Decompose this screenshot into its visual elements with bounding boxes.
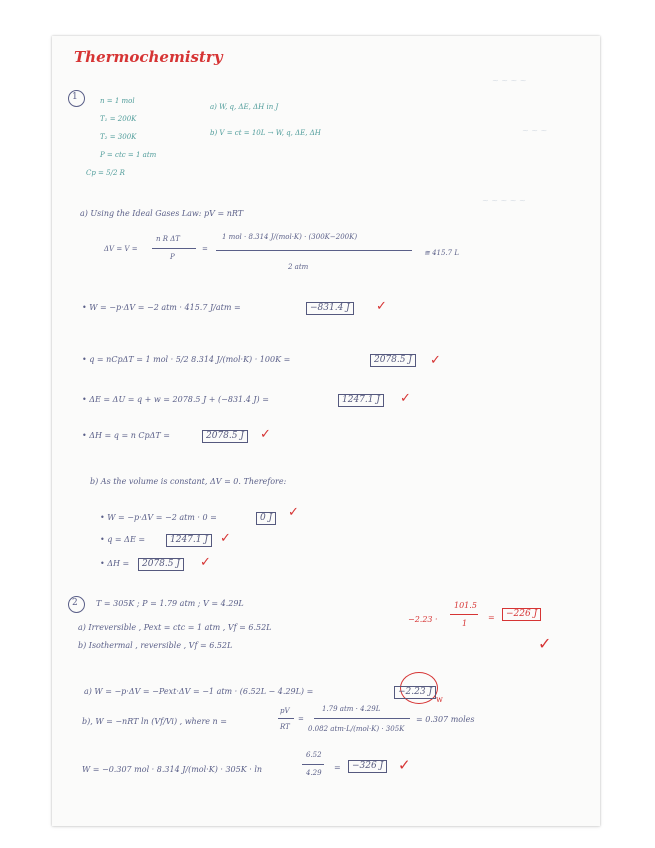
b-h-checkmark: ✓ <box>200 555 211 570</box>
q-line: • q = nCpΔT = 1 mol · 5/2 8.314 J/(mol·K) · 100K = <box>82 355 291 364</box>
p2-b-n2-num: 1.79 atm · 4.29L <box>322 705 381 713</box>
p2-b-line: b), W = −nRT ln (Vf/Vi) , where n = <box>82 717 227 726</box>
w-answer-box: −831.4 J <box>306 302 354 315</box>
given-4: P = ctc = 1 atm <box>100 151 157 159</box>
p2-b-n-num: pV <box>280 707 290 715</box>
red-correction-eq: = <box>488 613 495 622</box>
p2-final-checkmark: ✓ <box>398 756 411 774</box>
p2-final-answer-box: −326 J <box>348 760 387 773</box>
given-3: T₂ = 300K <box>100 133 137 141</box>
p2-b-n-den: RT <box>280 723 290 731</box>
given-2: T₁ = 200K <box>100 115 137 123</box>
p2-final-ln-den: 4.29 <box>306 769 322 777</box>
dv-frac2-num: 1 mol · 8.314 J/(mol·K) · (300K−200K) <box>222 233 358 241</box>
dv-frac1-num: n R ΔT <box>156 235 180 243</box>
dh-line: • ΔH = q = n CpΔT = <box>82 431 171 440</box>
task-a: a) W, q, ΔE, ΔH in J <box>210 103 279 111</box>
b-w-answer-box: 0 J <box>256 512 276 525</box>
part-a-intro: a) Using the Ideal Gases Law: pV = nRT <box>80 209 244 218</box>
p2-final-ln-num: 6.52 <box>306 751 322 759</box>
dv-frac2-den: 2 atm <box>288 263 309 271</box>
page-title: Thermochemistry <box>74 48 223 66</box>
q-answer-box: 2078.5 J <box>370 354 416 367</box>
p2-final-ln-bar <box>302 764 324 765</box>
b-h-answer-box: 2078.5 J <box>138 558 184 571</box>
p2-b-n-eq: = <box>298 715 304 723</box>
p2-b-n-bar <box>278 718 294 719</box>
dh-answer-box: 2078.5 J <box>202 430 248 443</box>
b-w-line: • W = −p·ΔV = −2 atm · 0 = <box>100 513 217 522</box>
bleed-through-1: ~ ~ ~ ~ <box>492 76 527 85</box>
task-b: b) V = ct = 10L → W, q, ΔE, ΔH <box>210 129 321 137</box>
de-answer-box: 1247.1 J <box>338 394 384 407</box>
notebook-page <box>52 36 600 826</box>
b-h-line: • ΔH = <box>100 559 130 568</box>
given-5: Cp = 5/2 R <box>86 169 125 177</box>
red-correction-bar <box>450 614 478 615</box>
p2-final-eq: = <box>334 763 341 772</box>
dv-frac1-bar <box>152 248 196 249</box>
red-correction-check: ✓ <box>538 634 552 653</box>
dh-checkmark: ✓ <box>260 427 271 442</box>
b-q-line: • q = ΔE = <box>100 535 146 544</box>
de-line: • ΔE = ΔU = q + w = 2078.5 J + (−831.4 J) = <box>82 395 269 404</box>
red-correction-num: 101.5 <box>454 601 477 610</box>
p2-a-desc: a) Irreversible , Pext = ctc = 1 atm , Vf = 6.52L <box>78 623 272 632</box>
b-q-answer-box: 1247.1 J <box>166 534 212 547</box>
w-line: • W = −p·ΔV = −2 atm · 415.7 J/atm = <box>82 303 241 312</box>
dv-frac2-bar <box>216 250 412 251</box>
dv-eq: = <box>202 245 208 253</box>
b-q-checkmark: ✓ <box>220 531 231 546</box>
p2-a-red-mark: w <box>436 695 443 704</box>
p2-givens: T = 305K ; P = 1.79 atm ; V = 4.29L <box>96 599 244 608</box>
p2-b-n2-den: 0.082 atm·L/(mol·K) · 305K <box>308 725 405 733</box>
dv-frac1-den: P <box>170 253 175 261</box>
problem-1-number: 1 <box>72 92 78 102</box>
given-1: n = 1 mol <box>100 97 135 105</box>
q-checkmark: ✓ <box>430 353 441 368</box>
red-correction-den: 1 <box>462 619 468 628</box>
dv-lhs: ΔV = V = <box>104 245 138 253</box>
part-b-intro: b) As the volume is constant, ΔV = 0. Therefore: <box>90 477 287 486</box>
red-correction-calc: −2.23 · <box>408 615 438 624</box>
p2-b-n2-bar <box>314 718 410 719</box>
w-checkmark: ✓ <box>376 299 387 314</box>
b-w-checkmark: ✓ <box>288 505 299 520</box>
dv-result: ≅ 415.7 L <box>424 249 460 257</box>
red-correction-box: −226 J <box>502 608 541 621</box>
p2-b-desc: b) Isothermal , reversible , Vf = 6.52L <box>78 641 233 650</box>
p2-a-line: a) W = −p·ΔV = −Pext·ΔV = −1 atm · (6.52L − 4.29L) = <box>84 687 314 696</box>
de-checkmark: ✓ <box>400 391 411 406</box>
bleed-through-3: ~ ~ ~ ~ ~ <box>482 196 526 205</box>
p2-a-answer-box: −2.23 J <box>394 686 436 699</box>
p2-final-line: W = −0.307 mol · 8.314 J/(mol·K) · 305K · ln <box>82 765 263 774</box>
p2-b-n-result: = 0.307 moles <box>416 715 475 724</box>
bleed-through-2: ~ ~ ~ <box>522 126 548 135</box>
problem-2-number: 2 <box>72 598 78 608</box>
